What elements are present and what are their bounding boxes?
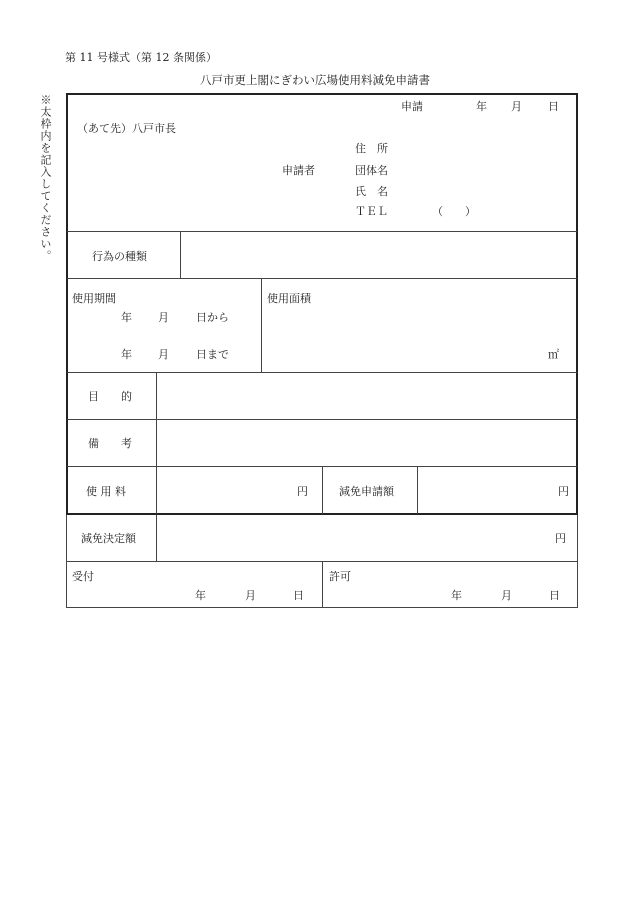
period-from-month: 月 (158, 311, 169, 324)
applicant-tel-label: ＴＥＬ (355, 205, 388, 218)
addressee: （あて先）八戸市長 (77, 122, 176, 135)
application-month: 月 (511, 100, 522, 113)
col-divider (417, 467, 418, 514)
period-from-day: 日から (196, 311, 229, 324)
form-title: 八戸市更上閣にぎわい広場使用料減免申請書 (200, 73, 430, 87)
usage-period-label: 使用期間 (72, 292, 116, 305)
row-divider (67, 231, 577, 232)
row-divider (67, 419, 577, 420)
reception-month: 月 (245, 589, 256, 602)
form-number: 第 11 号様式（第 12 条関係） (65, 51, 217, 64)
col-divider (156, 373, 157, 514)
period-to-day: 日まで (196, 348, 229, 361)
usage-area-label: 使用面積 (267, 292, 311, 305)
reduction-decision-label: 減免決定額 (81, 532, 136, 545)
application-label: 申請 (401, 100, 423, 113)
reduction-request-label: 減免申請額 (339, 485, 394, 498)
row-divider (67, 278, 577, 279)
applicant-label: 申請者 (282, 164, 315, 177)
reception-day: 日 (293, 589, 304, 602)
applicant-tel-paren: （ ） (432, 205, 476, 218)
usage-fee-unit: 円 (297, 485, 308, 498)
permission-label: 許可 (329, 570, 351, 583)
application-year: 年 (476, 100, 487, 113)
activity-type-label: 行為の種類 (92, 250, 147, 263)
reduction-request-unit: 円 (558, 485, 569, 498)
col-divider (180, 232, 181, 278)
col-divider (261, 279, 262, 372)
permission-year: 年 (451, 589, 462, 602)
period-to-year: 年 (121, 348, 132, 361)
permission-day: 日 (549, 589, 560, 602)
purpose-label: 目 的 (88, 390, 132, 403)
usage-area-unit: ㎡ (548, 348, 559, 361)
usage-fee-label: 使 用 料 (86, 485, 126, 498)
applicant-organization-label: 団体名 (355, 164, 388, 177)
reception-year: 年 (195, 589, 206, 602)
col-divider (322, 467, 323, 514)
period-from-year: 年 (121, 311, 132, 324)
side-note: ※太枠内を記入してください。 (39, 94, 52, 262)
application-day: 日 (548, 100, 559, 113)
applicant-address-label: 住 所 (355, 142, 388, 155)
reception-label: 受付 (72, 570, 94, 583)
remarks-label: 備 考 (88, 437, 132, 450)
period-to-month: 月 (158, 348, 169, 361)
row-divider (67, 372, 577, 373)
reduction-decision-unit: 円 (555, 532, 566, 545)
col-divider (156, 515, 157, 561)
permission-month: 月 (501, 589, 512, 602)
col-divider (322, 562, 323, 608)
applicant-name-label: 氏 名 (355, 185, 388, 198)
main-frame (66, 93, 578, 515)
